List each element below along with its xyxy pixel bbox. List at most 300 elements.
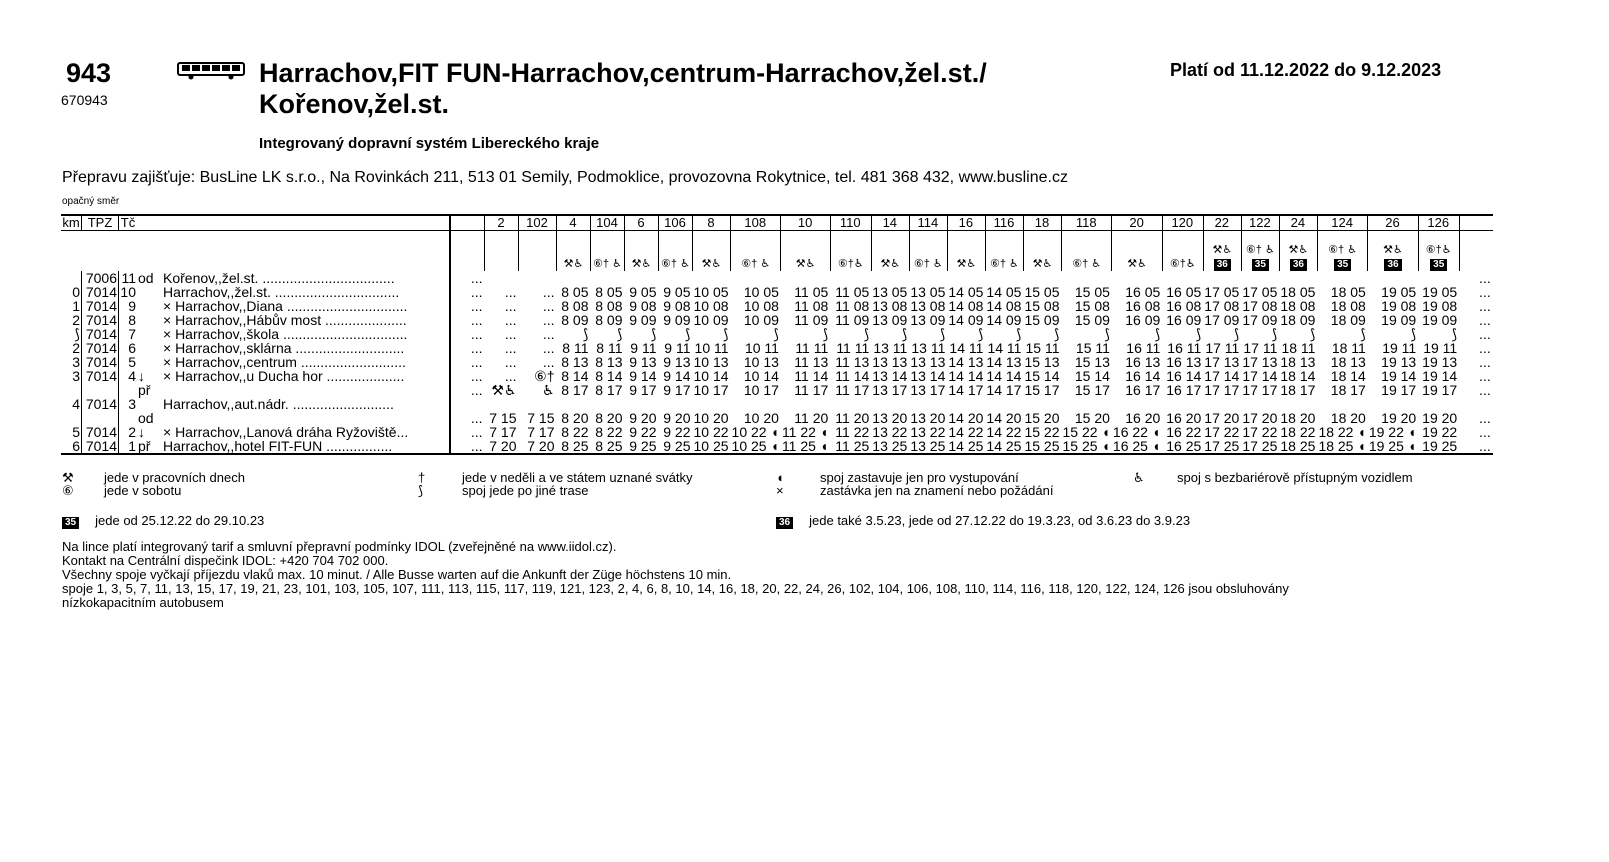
stop-time: 9 17: [663, 382, 691, 398]
trip-number[interactable]: 106: [659, 215, 693, 231]
stop-time: 18 17: [1330, 382, 1366, 398]
stop-direction: [137, 299, 159, 313]
col-header-station: [159, 215, 450, 231]
stop-time: 15 08: [1024, 298, 1060, 314]
stop-km: 5: [61, 425, 82, 439]
stop-time: [1368, 397, 1418, 411]
stop-time: ...: [450, 341, 485, 355]
stop-time: 14 11: [987, 340, 1022, 356]
note-tariff: Na lince platí integrovaný tarif a smluvní přepravní podmínky IDOL (zveřejněné na www.iidol.cz).: [62, 539, 617, 554]
stop-time: [947, 271, 985, 285]
stop-time: 16 09: [1125, 312, 1161, 328]
trip-symbol-icons: ⚒♿: [1288, 244, 1309, 256]
stop-time: 19 09: [1422, 312, 1458, 328]
stop-row: [61, 327, 1493, 341]
stop-time: ⟆: [1271, 326, 1278, 342]
stop-time: 15 13: [1024, 354, 1060, 370]
stop-time: 13 20: [872, 410, 908, 426]
stop-time: [591, 397, 625, 411]
validity-period: Platí od 11.12.2022 do 9.12.2023: [1170, 60, 1442, 80]
stop-time: [985, 397, 1023, 411]
trip-symbols: [519, 231, 557, 272]
stop-time: 15 22 ◖: [1062, 424, 1110, 440]
stop-time: ...: [450, 383, 485, 397]
stop-km: [61, 271, 82, 285]
stop-row: [61, 341, 1493, 355]
trip-number[interactable]: 24: [1279, 215, 1317, 231]
stop-time: 18 05: [1280, 284, 1316, 300]
stop-tpz: [82, 411, 119, 425]
trip-badge: 36: [1384, 259, 1401, 271]
stop-time: [591, 271, 625, 285]
stop-time: 19 13: [1422, 354, 1458, 370]
trip-number[interactable]: 104: [591, 215, 625, 231]
symbol-spacer: [119, 231, 138, 272]
trip-symbol-icons: ⑥†♿: [1425, 244, 1452, 256]
trip-symbols: [830, 231, 871, 272]
stop-time: 8 08: [595, 298, 623, 314]
stop-time: 8 20: [561, 410, 589, 426]
stop-tpz: 7014: [82, 425, 119, 439]
stop-time: ...: [1479, 298, 1491, 314]
stop-time: 9 05: [629, 284, 657, 300]
stop-time: 13 09: [872, 312, 908, 328]
stop-time: 16 20: [1125, 410, 1161, 426]
stop-time: 15 17: [1024, 382, 1060, 398]
stop-time: 9 20: [629, 410, 657, 426]
stop-time: [731, 397, 781, 411]
stop-name[interactable]: × Harrachov,,Diana ...............................: [159, 299, 450, 313]
stop-time: 7 15: [527, 410, 555, 426]
stop-km: 2: [61, 341, 82, 355]
stop-time: 11 09: [794, 312, 829, 328]
trip-symbols: [1162, 231, 1203, 272]
stop-time: 16 08: [1166, 298, 1202, 314]
badge-note-36: 36 jede také 3.5.23, jede od 27.12.22 do 19.3.23, od 3.6.23 do 3.9.23: [776, 513, 1190, 529]
stop-time: 10 17: [743, 382, 779, 398]
stop-time: 11 25: [830, 439, 871, 454]
stop-time: 9 17: [629, 382, 657, 398]
trip-number[interactable]: 26: [1368, 215, 1418, 231]
trip-symbols: [659, 231, 693, 272]
trip-number[interactable]: 120: [1162, 215, 1203, 231]
stop-time: 14 09: [986, 312, 1022, 328]
col-header-tpz: TPZ: [82, 215, 119, 231]
stop-km: ⟆: [61, 327, 82, 341]
stop-time: 9 09: [629, 312, 657, 328]
trip-badge: 35: [1252, 259, 1269, 271]
trip-number[interactable]: 18: [1023, 215, 1061, 231]
stop-time: [1459, 397, 1493, 411]
trip-number[interactable]: 2: [485, 215, 519, 231]
trip-symbol-icons: ⚒♿: [1212, 244, 1233, 256]
legend-barrier-free: ♿ spoj s bezbariérově přístupným vozidlem: [1133, 470, 1413, 485]
trip-symbols: [1023, 231, 1061, 272]
badge-note-35: 35 jede od 25.12.22 do 29.10.23: [62, 513, 264, 529]
stop-tpz: 7014: [82, 327, 119, 341]
line-code: 670943: [61, 92, 108, 108]
stop-tc: 8: [128, 312, 136, 328]
stop-name[interactable]: × Harrachov,,Hábův most .....................: [159, 313, 450, 327]
stop-time: 14 14: [948, 368, 984, 384]
trip-number[interactable]: 4: [557, 215, 591, 231]
stop-tpz: 7014: [82, 285, 119, 299]
trip-number[interactable]: 22: [1203, 215, 1241, 231]
stop-time: 13 13: [910, 354, 946, 370]
stop-time: ⟆: [863, 326, 870, 342]
legend-other-route: ⟆ spoj jede po jiné trase: [418, 483, 589, 498]
stop-time: [1112, 271, 1162, 285]
stop-time: ⟆: [1233, 326, 1240, 342]
stop-time: 16 22: [1166, 424, 1202, 440]
stop-time: 13 17: [872, 382, 908, 398]
stop-time: 9 14: [629, 368, 657, 384]
trip-symbol-icons: ⑥† ♿: [1328, 244, 1358, 256]
stop-name[interactable]: × Harrachov,,u Ducha hor ....................: [159, 369, 450, 383]
stop-time: 10 14: [743, 368, 779, 384]
stop-time: 15 25 ◖: [1062, 438, 1110, 454]
trip-symbols: [1317, 231, 1367, 272]
stop-time: 10 20: [743, 410, 779, 426]
stop-tc: 6: [128, 340, 136, 356]
stop-time: ...: [542, 284, 555, 300]
stop-time: 16 09: [1166, 312, 1202, 328]
stop-row: [61, 285, 1493, 299]
stop-time: 15 14: [1074, 368, 1110, 384]
stop-time: ...: [542, 298, 555, 314]
stop-time: 15 22: [1024, 424, 1060, 440]
stop-time: ...: [504, 354, 517, 370]
stop-time: 9 20: [663, 410, 691, 426]
carrier-info: Přepravu zajišťuje: BusLine LK s.r.o., Na Rovinkách 211, 513 01 Semily, Podmoklice, provozovna Rokytnice, tel. 481 368 432, www.busline.cz: [62, 169, 1068, 186]
stop-time: 18 13: [1330, 354, 1366, 370]
stop-time: 19 25: [1418, 439, 1459, 454]
stop-time: ...: [1479, 410, 1491, 426]
stop-time: 15 11: [1025, 340, 1060, 356]
bus-icon: [177, 62, 247, 85]
trip-badge: 36: [1214, 259, 1231, 271]
stop-direction: ↓: [138, 424, 145, 440]
stop-time: ⟆: [773, 326, 779, 342]
stop-time: ♿: [541, 382, 555, 398]
stop-time: 11 05: [794, 284, 829, 300]
stop-time: ...: [542, 312, 555, 328]
stop-time: ⟆: [901, 326, 908, 342]
stop-name[interactable]: Harrachov,,hotel FIT-FUN .................: [159, 439, 450, 454]
stop-time: [693, 397, 731, 411]
stop-time: 18 11: [1281, 340, 1316, 356]
stop-time: [1368, 271, 1418, 285]
stop-tpz: 7014: [82, 439, 119, 454]
stop-time: ⟆: [1054, 326, 1060, 342]
stop-time: 18 05: [1330, 284, 1366, 300]
trip-number[interactable]: [1459, 215, 1493, 231]
stop-time: ⟆: [1410, 326, 1417, 342]
trip-symbol-icons: ⚒♿: [795, 258, 816, 270]
stop-time: 17 05: [1204, 284, 1240, 300]
stop-time: 15 20: [1074, 410, 1110, 426]
stop-time: 14 05: [948, 284, 984, 300]
note-low-capacity: spoje 1, 3, 5, 7, 11, 13, 15, 17, 19, 21, 23, 101, 103, 105, 107, 111, 113, 115, 117, 119, 121, 123, 2, 4, 6, 8, 10, 14, 16, 18, 20, 22, 24, 26, 102, 104, 106, 108, 110, 114, 116, 118, 120, 122, 124, 126 jsou obsluhovány: [62, 581, 1289, 596]
trip-symbols: [625, 231, 659, 272]
stop-time: 11 14: [794, 368, 829, 384]
stop-time: 9 05: [663, 284, 691, 300]
trip-symbol-icons: ⑥† ♿: [1245, 244, 1275, 256]
stop-name[interactable]: Harrachov,,žel.st. ................................: [159, 285, 450, 299]
stop-time: ⟆: [1016, 326, 1022, 342]
stop-tpz: [82, 383, 119, 397]
stop-time: 18 22: [1280, 424, 1316, 440]
stop-time: ⟆: [1360, 326, 1366, 342]
stop-time: 16 14: [1125, 368, 1161, 384]
stop-time: 18 14: [1330, 368, 1366, 384]
symbol-spacer: [61, 231, 82, 272]
stop-time: 19 05: [1381, 284, 1417, 300]
stop-time: ...: [1479, 284, 1491, 300]
stop-time: 16 08: [1125, 298, 1161, 314]
stop-time: 14 22: [986, 424, 1022, 440]
stop-time: 18 08: [1280, 298, 1316, 314]
stop-time: 13 14: [872, 368, 908, 384]
stop-time: 9 08: [629, 298, 657, 314]
stop-time: 17 09: [1242, 312, 1278, 328]
trip-number[interactable]: 108: [731, 215, 781, 231]
stop-km: [61, 383, 82, 397]
stop-time: 14 05: [986, 284, 1022, 300]
stop-time: ...: [450, 271, 485, 285]
stop-name[interactable]: Kořenov,,žel.st. ..................................: [159, 271, 450, 285]
stop-time: 14 11: [949, 340, 984, 356]
stop-time: [1279, 271, 1317, 285]
stop-time: 7 15: [489, 410, 517, 426]
stop-time: ...: [504, 284, 517, 300]
timetable: [61, 214, 1493, 455]
stop-time: ...: [1479, 382, 1491, 398]
stop-time: ⚒♿: [491, 382, 517, 398]
stop-time: [625, 397, 659, 411]
trip-symbols: [909, 231, 947, 272]
legend-request-stop: × zastávka jen na znamení nebo požádání: [776, 483, 1054, 498]
trip-symbol-icons: ⚒♿: [880, 258, 901, 270]
stop-time: 17 08: [1242, 298, 1278, 314]
stop-time: 18 17: [1280, 382, 1316, 398]
trip-badge: 35: [1334, 259, 1351, 271]
stop-time: 8 13: [595, 354, 623, 370]
stop-time: 17 11: [1205, 340, 1240, 356]
stop-time: 9 13: [629, 354, 657, 370]
trip-badge: 35: [1430, 259, 1447, 271]
stop-name[interactable]: [159, 411, 450, 425]
trip-symbols: [693, 231, 731, 272]
stop-direction: ↓: [138, 368, 145, 384]
stop-time: ...: [504, 340, 517, 356]
stop-time: 17 13: [1242, 354, 1278, 370]
stop-time: 13 22: [872, 424, 908, 440]
stop-time: 14 13: [948, 354, 984, 370]
stop-tc: 5: [128, 354, 136, 370]
stop-time: ...: [450, 313, 485, 327]
stop-time: 8 25: [591, 439, 625, 454]
stop-time: 9 22: [663, 424, 691, 440]
stop-time: 17 09: [1204, 312, 1240, 328]
stop-time: 14 25: [948, 438, 984, 454]
stop-tc: [119, 411, 138, 425]
stop-name[interactable]: × Harrachov,,škola ................................: [159, 327, 450, 341]
stop-time: 14 08: [948, 298, 984, 314]
stop-time: ...: [504, 326, 517, 342]
trip-number[interactable]: 10: [781, 215, 830, 231]
trip-number[interactable]: 124: [1317, 215, 1367, 231]
stop-time: 17 14: [1242, 368, 1278, 384]
stop-time: [485, 397, 519, 411]
stop-time: 9 22: [629, 424, 657, 440]
opposite-direction-link[interactable]: opačný směr: [62, 196, 120, 207]
stop-time: [871, 397, 909, 411]
trip-symbols: [1279, 231, 1317, 272]
stop-time: [731, 271, 781, 285]
stop-time: 19 20: [1422, 410, 1458, 426]
stop-time: [1023, 271, 1061, 285]
stop-time: [1241, 271, 1279, 285]
stop-tpz: 7014: [82, 341, 119, 355]
stop-time: 18 20: [1330, 410, 1366, 426]
stop-time: 7 17: [527, 424, 555, 440]
stop-time: 10 20: [693, 410, 729, 426]
stop-time: [1418, 271, 1459, 285]
stop-time: 19 20: [1381, 410, 1417, 426]
stop-time: 19 22 ◖: [1368, 424, 1417, 440]
stop-tpz: 7006: [82, 271, 119, 285]
stop-time: 14 20: [948, 410, 984, 426]
stop-time: [1203, 397, 1241, 411]
trip-number[interactable]: 114: [909, 215, 947, 231]
trip-number[interactable]: 126: [1418, 215, 1459, 231]
stop-time: 19 25 ◖: [1368, 438, 1417, 454]
trip-number[interactable]: 8: [693, 215, 731, 231]
stop-time: 9 25: [625, 439, 659, 454]
stop-direction: [137, 341, 159, 355]
stop-name[interactable]: [159, 383, 450, 397]
stop-time: [947, 397, 985, 411]
stop-time: 8 05: [595, 284, 623, 300]
trip-number[interactable]: 118: [1062, 215, 1112, 231]
trip-symbols: [1203, 231, 1241, 272]
stop-time: 9 11: [630, 340, 657, 356]
trip-symbol-icons: ⚒♿: [1127, 258, 1147, 270]
stop-tc: [119, 383, 138, 397]
stop-name[interactable]: × Harrachov,,sklárna ............................: [159, 341, 450, 355]
stop-time: 10 25: [693, 438, 729, 454]
stop-time: ⟆: [617, 326, 623, 342]
trip-symbols: [781, 231, 830, 272]
stop-time: ...: [1479, 326, 1491, 342]
stop-direction: př: [138, 382, 151, 398]
trip-symbols: [1418, 231, 1459, 272]
trip-number[interactable]: 16: [947, 215, 985, 231]
stop-time: 9 11: [664, 340, 691, 356]
stop-time: ...: [542, 340, 555, 356]
stop-time: ...: [450, 285, 485, 299]
trip-number[interactable]: 20: [1112, 215, 1162, 231]
stop-time: 13 09: [910, 312, 946, 328]
stop-time: [1418, 397, 1459, 411]
stop-time: 8 25: [557, 439, 591, 454]
trip-symbols: [557, 231, 591, 272]
stop-time: ...: [542, 354, 555, 370]
stop-tpz: 7014: [82, 355, 119, 369]
stop-time: 14 22: [948, 424, 984, 440]
stop-time: 13 22: [910, 424, 946, 440]
stop-name[interactable]: × Harrachov,,centrum ...........................: [159, 355, 450, 369]
stop-time: ...: [542, 326, 555, 342]
stop-row: [61, 425, 1493, 439]
stop-time: ...: [450, 355, 485, 369]
trip-number[interactable]: 6: [625, 215, 659, 231]
stop-time: 7 20: [519, 439, 557, 454]
stop-time: 15 20: [1024, 410, 1060, 426]
stop-time: ...: [450, 369, 485, 383]
stop-time: 17 20: [1242, 410, 1278, 426]
stop-time: 8 11: [596, 340, 623, 356]
trip-symbol-icons: ⚒♿: [1032, 258, 1053, 270]
stop-row: [61, 397, 1493, 411]
trip-symbol-icons: ⑥†♿: [837, 258, 864, 270]
stop-time: ⑥†: [534, 368, 555, 384]
stop-time: 19 17: [1422, 382, 1458, 398]
stop-time: 11 25 ◖: [781, 438, 829, 454]
stop-time: [830, 271, 871, 285]
stop-time: 17 05: [1242, 284, 1278, 300]
stop-name[interactable]: Harrachov,,aut.nádr. ..........................: [159, 397, 450, 411]
stop-time: 10 13: [743, 354, 779, 370]
stop-time: 14 14: [986, 368, 1022, 384]
stop-time: 13 05: [910, 284, 946, 300]
stop-time: 14 09: [948, 312, 984, 328]
stop-direction: [137, 327, 159, 341]
stop-time: 10 11: [694, 340, 729, 356]
route-title: Harrachov,FIT FUN-Harrachov,centrum-Harrachov,žel.st./ Kořenov,žel.st.: [259, 58, 987, 119]
stop-time: 9 25: [659, 439, 693, 454]
stop-time: 15 25: [1024, 438, 1060, 454]
trip-symbol-icons: ⑥† ♿: [661, 258, 690, 270]
trip-number[interactable]: [450, 215, 485, 231]
stop-time: 16 20: [1166, 410, 1202, 426]
stop-time: [557, 397, 591, 411]
stop-time: 8 11: [562, 340, 589, 356]
stop-time: 7 17: [489, 424, 517, 440]
stop-name[interactable]: × Harrachov,,Lanová dráha Ryžoviště...: [159, 425, 450, 439]
stop-tc: 3: [128, 396, 136, 412]
stop-time: 18 25 ◖: [1318, 438, 1366, 454]
stop-time: 13 11: [911, 340, 946, 356]
stop-time: 13 13: [872, 354, 908, 370]
stop-time: ...: [450, 439, 485, 454]
stop-time: 8 09: [595, 312, 623, 328]
trip-number[interactable]: 122: [1241, 215, 1279, 231]
stop-time: 16 22 ◖: [1112, 424, 1161, 440]
stop-tc: 9: [128, 298, 136, 314]
trip-number[interactable]: 102: [519, 215, 557, 231]
trip-symbol-icons: ⑥† ♿: [593, 258, 622, 270]
trip-number[interactable]: 116: [985, 215, 1023, 231]
col-header-tc: Tč: [119, 215, 138, 231]
trip-symbol-icons: ⚒♿: [701, 258, 722, 270]
trip-number[interactable]: 14: [871, 215, 909, 231]
stop-time: 13 08: [872, 298, 908, 314]
trip-number[interactable]: 110: [830, 215, 871, 231]
stop-tpz: 7014: [82, 313, 119, 327]
stop-time: 18 25: [1280, 438, 1316, 454]
